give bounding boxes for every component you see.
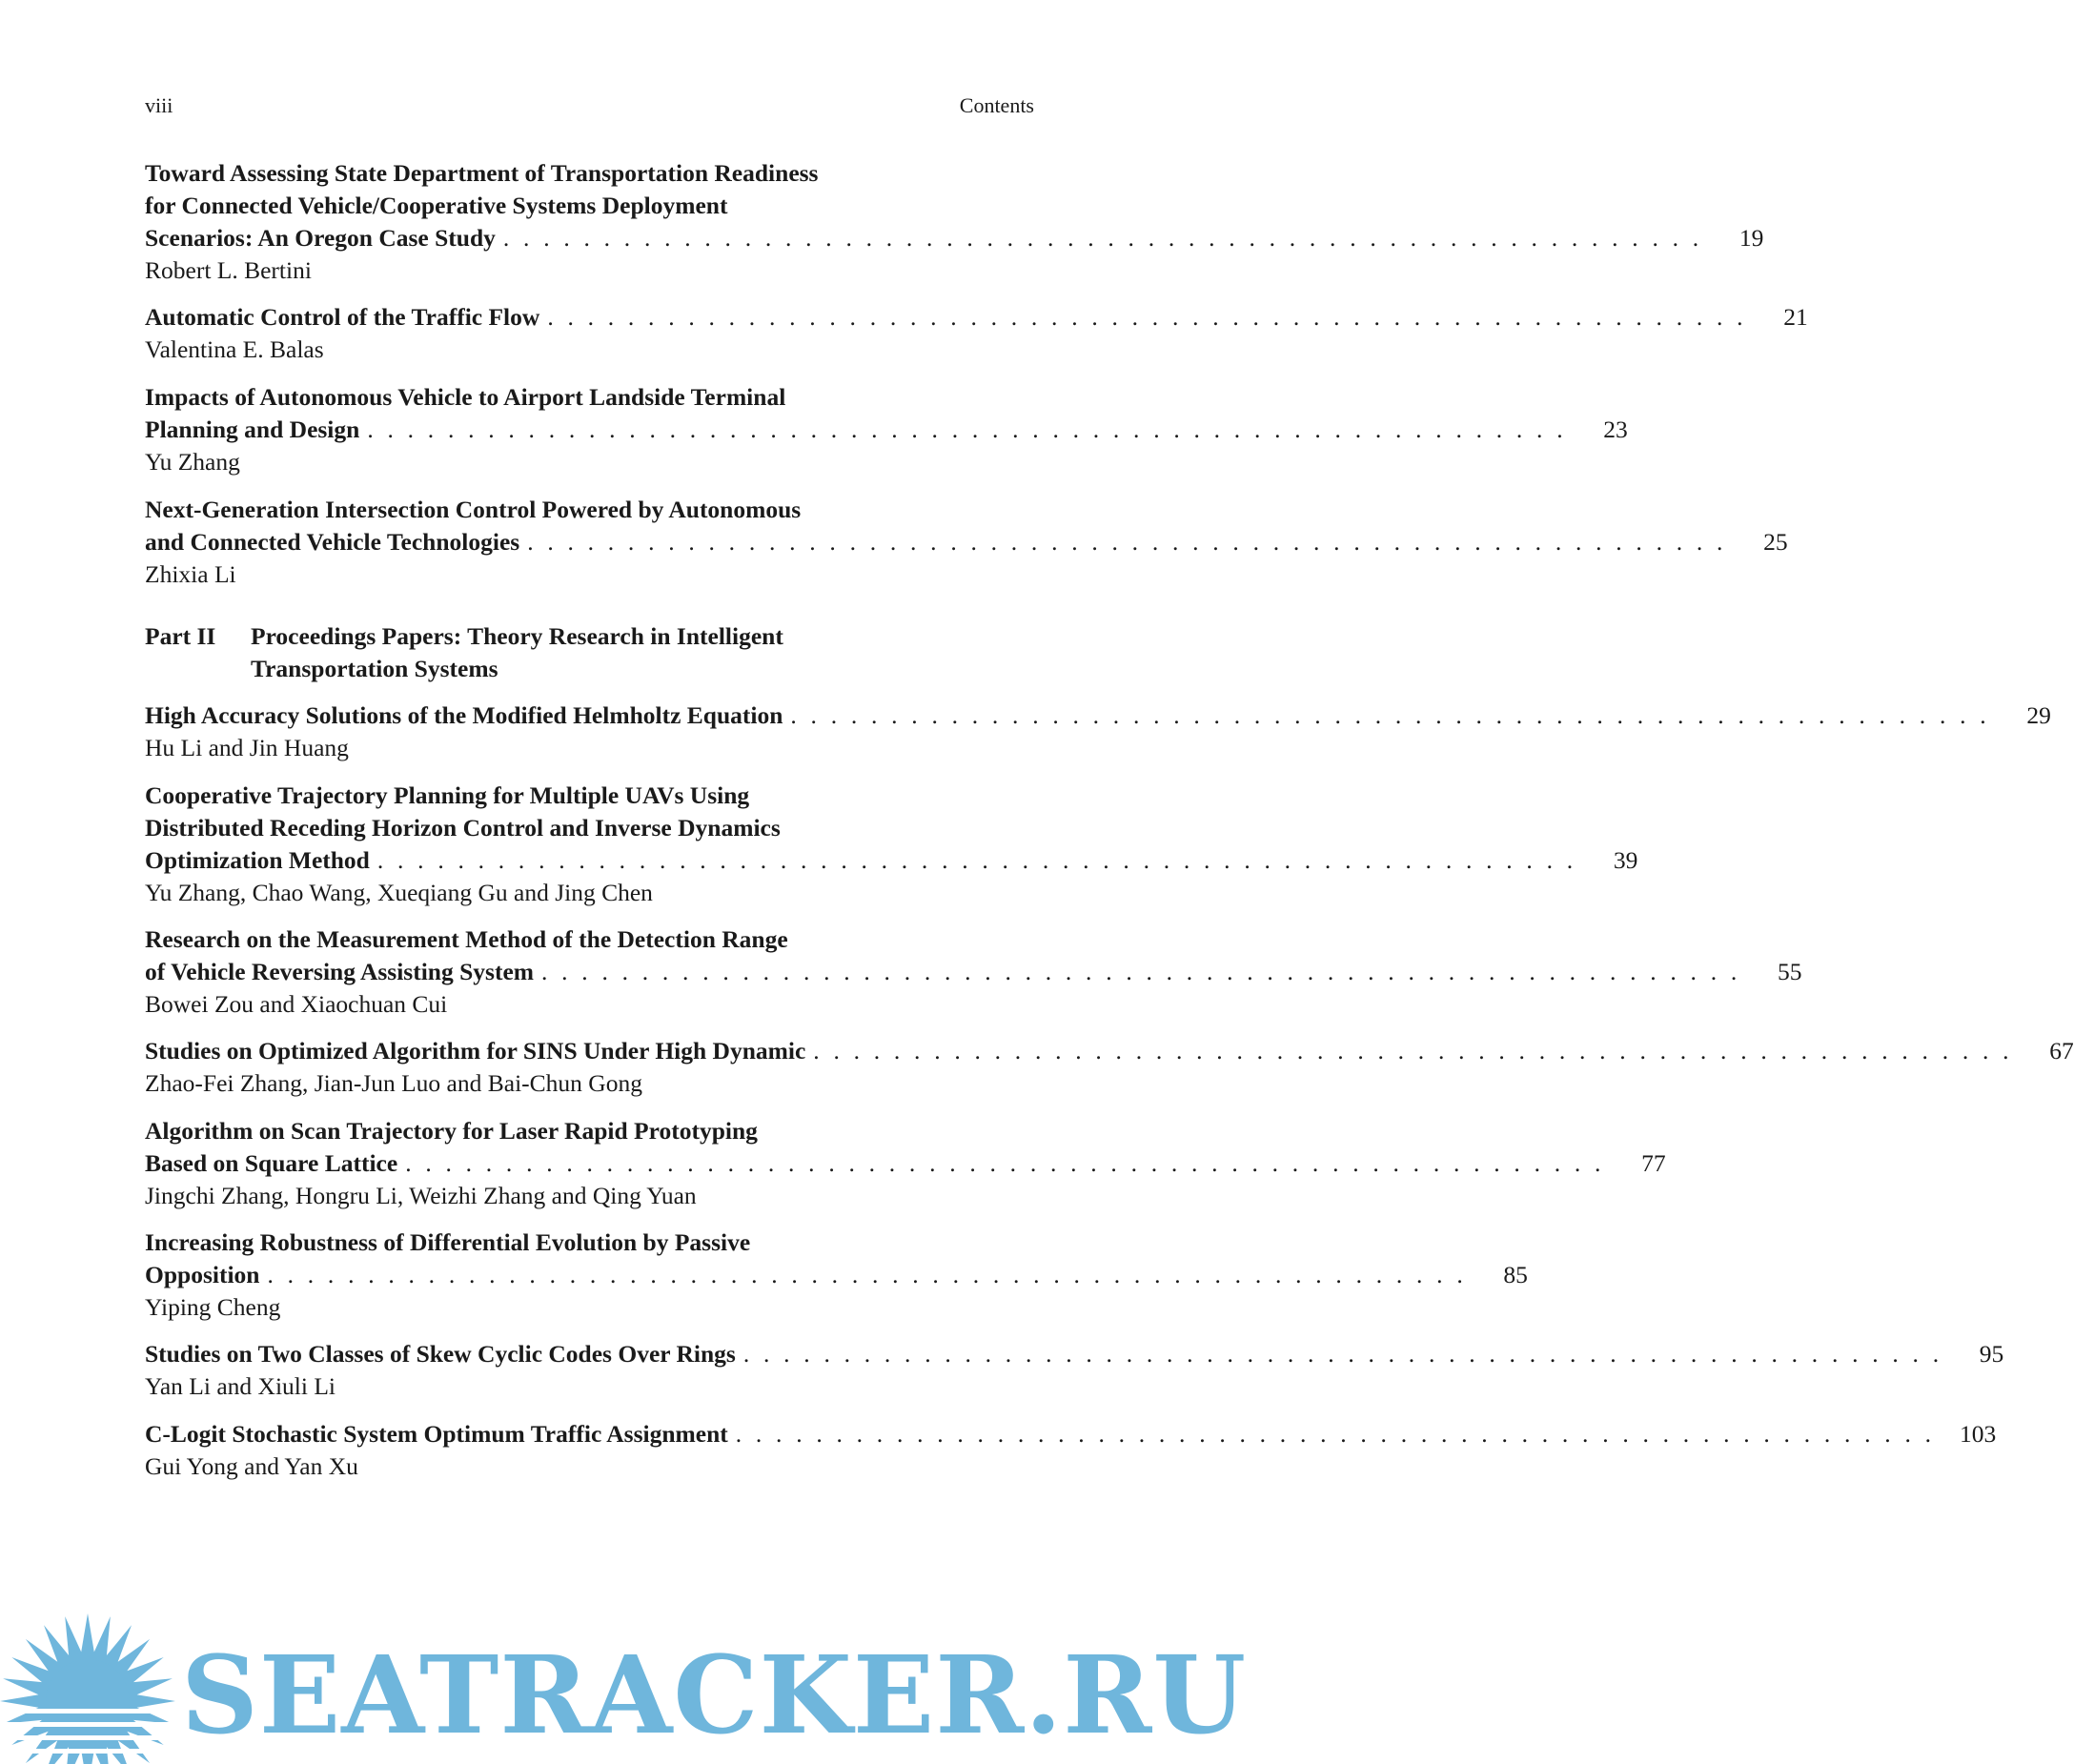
toc-entry[interactable] bbox=[145, 1338, 2004, 1403]
entry-title-line: of Vehicle Reversing Assisting System . . . . . . . . . . . . . . . . . . . . . . . . . . . . . . . . . . . . . . . . . . . . . . . . . . . . . . . . . . . . 55 bbox=[145, 956, 1034, 988]
entry-authors: Jingchi Zhang, Hongru Li, Weizhi Zhang and Qing Yuan bbox=[145, 1182, 697, 1209]
page-ref: 19 bbox=[1738, 224, 1764, 252]
entry-title-line: C-Logit Stochastic System Optimum Traffic Assignment . . . . . . . . . . . . . . . . . . . . . . . . . . . . . . . . . . . . . . . . . . . . . . . . . . . . . . . . . . . . 103 bbox=[145, 1418, 1034, 1450]
toc-entry[interactable] bbox=[145, 700, 2051, 764]
toc-entry[interactable] bbox=[145, 1418, 1997, 1483]
entry-authors: Zhixia Li bbox=[145, 560, 236, 588]
sun-stripe bbox=[0, 1749, 178, 1754]
page-ref: 21 bbox=[1783, 303, 1808, 331]
sun-stripe bbox=[0, 1735, 178, 1740]
running-title: Contents bbox=[959, 93, 1034, 117]
dot-leader: . . . . . . . . . . . . . . . . . . . . . . . . . . . . . . . . . . . . . . . . . . . . . . . . . . . . . . . . . . . . bbox=[735, 1420, 1936, 1448]
dot-leader: . . . . . . . . . . . . . . . . . . . . . . . . . . . . . . . . . . . . . . . . . . . . . . . . . . . . . . . . . . . . bbox=[367, 416, 1567, 443]
entry-title-line: Optimization Method . . . . . . . . . . . . . . . . . . . . . . . . . . . . . . . . . . . . . . . . . . . . . . . . . . . . . . . . . . . . 39 bbox=[145, 844, 1034, 877]
toc-entry[interactable] bbox=[145, 923, 1802, 1021]
entry-authors: Yu Zhang bbox=[145, 448, 240, 476]
part-label: Part II bbox=[145, 622, 216, 650]
dot-leader: . . . . . . . . . . . . . . . . . . . . . . . . . . . . . . . . . . . . . . . . . . . . . . . . . . . . . . . . . . . . bbox=[547, 303, 1747, 331]
dot-leader: . . . . . . . . . . . . . . . . . . . . . . . . . . . . . . . . . . . . . . . . . . . . . . . . . . . . . . . . . . . . bbox=[541, 958, 1741, 985]
page-ref: 95 bbox=[1979, 1340, 2004, 1368]
entry-title-line: Scenarios: An Oregon Case Study . . . . . . . . . . . . . . . . . . . . . . . . . . . . . . . . . . . . . . . . . . . . . . . . . . . . . . . . . . . . 19 bbox=[145, 222, 1034, 254]
sun-disc bbox=[46, 1659, 130, 1743]
entry-title-line: Distributed Receding Horizon Control and Inverse Dynamics bbox=[145, 814, 781, 841]
watermark-text: SEATRACKER.RU bbox=[181, 1633, 1248, 1758]
entry-title-line: Opposition . . . . . . . . . . . . . . . . . . . . . . . . . . . . . . . . . . . . . . . . . . . . . . . . . . . . . . . . . . . . 85 bbox=[145, 1259, 1034, 1291]
dot-leader: . . . . . . . . . . . . . . . . . . . . . . . . . . . . . . . . . . . . . . . . . . . . . . . . . . . . . . . . . . . . bbox=[405, 1149, 1605, 1177]
entry-title-line: Next-Generation Intersection Control Powered by Autonomous bbox=[145, 496, 802, 523]
page-ref: 29 bbox=[2026, 701, 2051, 729]
toc-entry[interactable] bbox=[145, 381, 1628, 478]
page-ref: 67 bbox=[2049, 1037, 2074, 1064]
part-title-line: Transportation Systems bbox=[251, 655, 498, 682]
entry-authors: Yiping Cheng bbox=[145, 1293, 281, 1321]
page-ref: 25 bbox=[1763, 528, 1788, 556]
entry-title-line: Studies on Optimized Algorithm for SINS Under High Dynamic . . . . . . . . . . . . . . . . . . . . . . . . . . . . . . . . . . . . . . . . . . . . . . . . . . . . . . . . . . . . 67 bbox=[145, 1035, 1034, 1067]
page-number: viii bbox=[145, 93, 173, 117]
dot-leader: . . . . . . . . . . . . . . . . . . . . . . . . . . . . . . . . . . . . . . . . . . . . . . . . . . . . . . . . . . . . bbox=[267, 1261, 1467, 1288]
entry-authors: Gui Yong and Yan Xu bbox=[145, 1452, 358, 1480]
entry-title-line: Based on Square Lattice . . . . . . . . . . . . . . . . . . . . . . . . . . . . . . . . . . . . . . . . . . . . . . . . . . . . . . . . . . . . 77 bbox=[145, 1147, 1034, 1180]
entry-title-line: Toward Assessing State Department of Transportation Readiness bbox=[145, 159, 819, 187]
entry-authors: Zhao-Fei Zhang, Jian-Jun Luo and Bai-Chun Gong bbox=[145, 1069, 642, 1097]
dot-leader: . . . . . . . . . . . . . . . . . . . . . . . . . . . . . . . . . . . . . . . . . . . . . . . . . . . . . . . . . . . . bbox=[527, 528, 1727, 556]
toc-entry[interactable] bbox=[145, 1227, 1528, 1324]
entry-title-line: Algorithm on Scan Trajectory for Laser Rapid Prototyping bbox=[145, 1117, 758, 1145]
dot-leader: . . . . . . . . . . . . . . . . . . . . . . . . . . . . . . . . . . . . . . . . . . . . . . . . . . . . . . . . . . . . bbox=[813, 1037, 2013, 1064]
part-title-line: Proceedings Papers: Theory Research in Intelligent bbox=[251, 622, 783, 650]
entry-title-line: Planning and Design . . . . . . . . . . . . . . . . . . . . . . . . . . . . . . . . . . . . . . . . . . . . . . . . . . . . . . . . . . . . 23 bbox=[145, 414, 1034, 446]
entry-title-line: Studies on Two Classes of Skew Cyclic Codes Over Rings . . . . . . . . . . . . . . . . . . . . . . . . . . . . . . . . . . . . . . . . . . . . . . . . . . . . . . . . . . . . 95 bbox=[145, 1338, 1034, 1370]
sun-stripe bbox=[0, 1722, 178, 1727]
entry-title-line: Research on the Measurement Method of the Detection Range bbox=[145, 925, 788, 953]
entry-title-line: High Accuracy Solutions of the Modified Helmholtz Equation . . . . . . . . . . . . . . . . . . . . . . . . . . . . . . . . . . . . . . . . . . . . . . . . . . . . . . . . . . . . 29 bbox=[145, 700, 1034, 732]
dot-leader: . . . . . . . . . . . . . . . . . . . . . . . . . . . . . . . . . . . . . . . . . . . . . . . . . . . . . . . . . . . . bbox=[742, 1340, 1943, 1368]
entry-title-line: Impacts of Autonomous Vehicle to Airport Landside Terminal bbox=[145, 383, 786, 411]
dot-leader: . . . . . . . . . . . . . . . . . . . . . . . . . . . . . . . . . . . . . . . . . . . . . . . . . . . . . . . . . . . . bbox=[502, 224, 1703, 252]
toc-entry[interactable] bbox=[145, 494, 1788, 591]
entry-authors: Yu Zhang, Chao Wang, Xueqiang Gu and Jing Chen bbox=[145, 879, 653, 906]
toc-entry[interactable] bbox=[145, 157, 1764, 287]
page-ref: 77 bbox=[1641, 1149, 1666, 1177]
entry-title-line: Increasing Robustness of Differential Evolution by Passive bbox=[145, 1228, 751, 1256]
sun-stripe bbox=[0, 1709, 178, 1713]
entry-title-line: for Connected Vehicle/Cooperative Systems Deployment bbox=[145, 192, 728, 219]
running-header bbox=[145, 93, 1034, 118]
toc-entry[interactable] bbox=[145, 301, 1808, 366]
entry-authors: Yan Li and Xiuli Li bbox=[145, 1372, 336, 1400]
entry-authors: Hu Li and Jin Huang bbox=[145, 734, 349, 761]
page-ref: 39 bbox=[1613, 846, 1638, 874]
entry-title-line: and Connected Vehicle Technologies . . . . . . . . . . . . . . . . . . . . . . . . . . . . . . . . . . . . . . . . . . . . . . . . . . . . . . . . . . . . 25 bbox=[145, 526, 1034, 558]
dot-leader: . . . . . . . . . . . . . . . . . . . . . . . . . . . . . . . . . . . . . . . . . . . . . . . . . . . . . . . . . . . . bbox=[790, 701, 1990, 729]
toc-entry[interactable] bbox=[145, 1035, 2074, 1100]
toc-entry[interactable] bbox=[145, 1115, 1666, 1212]
entry-authors: Bowei Zou and Xiaochuan Cui bbox=[145, 990, 448, 1018]
entry-title-line: Automatic Control of the Traffic Flow . . . . . . . . . . . . . . . . . . . . . . . . . . . . . . . . . . . . . . . . . . . . . . . . . . . . . . . . . . . . 21 bbox=[145, 301, 1034, 334]
page-ref: 103 bbox=[1959, 1420, 1997, 1448]
entry-authors: Robert L. Bertini bbox=[145, 256, 312, 284]
part-heading[interactable] bbox=[145, 620, 1003, 685]
dot-leader: . . . . . . . . . . . . . . . . . . . . . . . . . . . . . . . . . . . . . . . . . . . . . . . . . . . . . . . . . . . . bbox=[376, 846, 1577, 874]
page-ref: 85 bbox=[1503, 1261, 1528, 1288]
entry-title-line: Cooperative Trajectory Planning for Multiple UAVs Using bbox=[145, 781, 750, 809]
entry-authors: Valentina E. Balas bbox=[145, 335, 324, 363]
page-ref: 23 bbox=[1603, 416, 1628, 443]
page-ref: 55 bbox=[1777, 958, 1802, 985]
toc-entry[interactable] bbox=[145, 780, 1638, 909]
